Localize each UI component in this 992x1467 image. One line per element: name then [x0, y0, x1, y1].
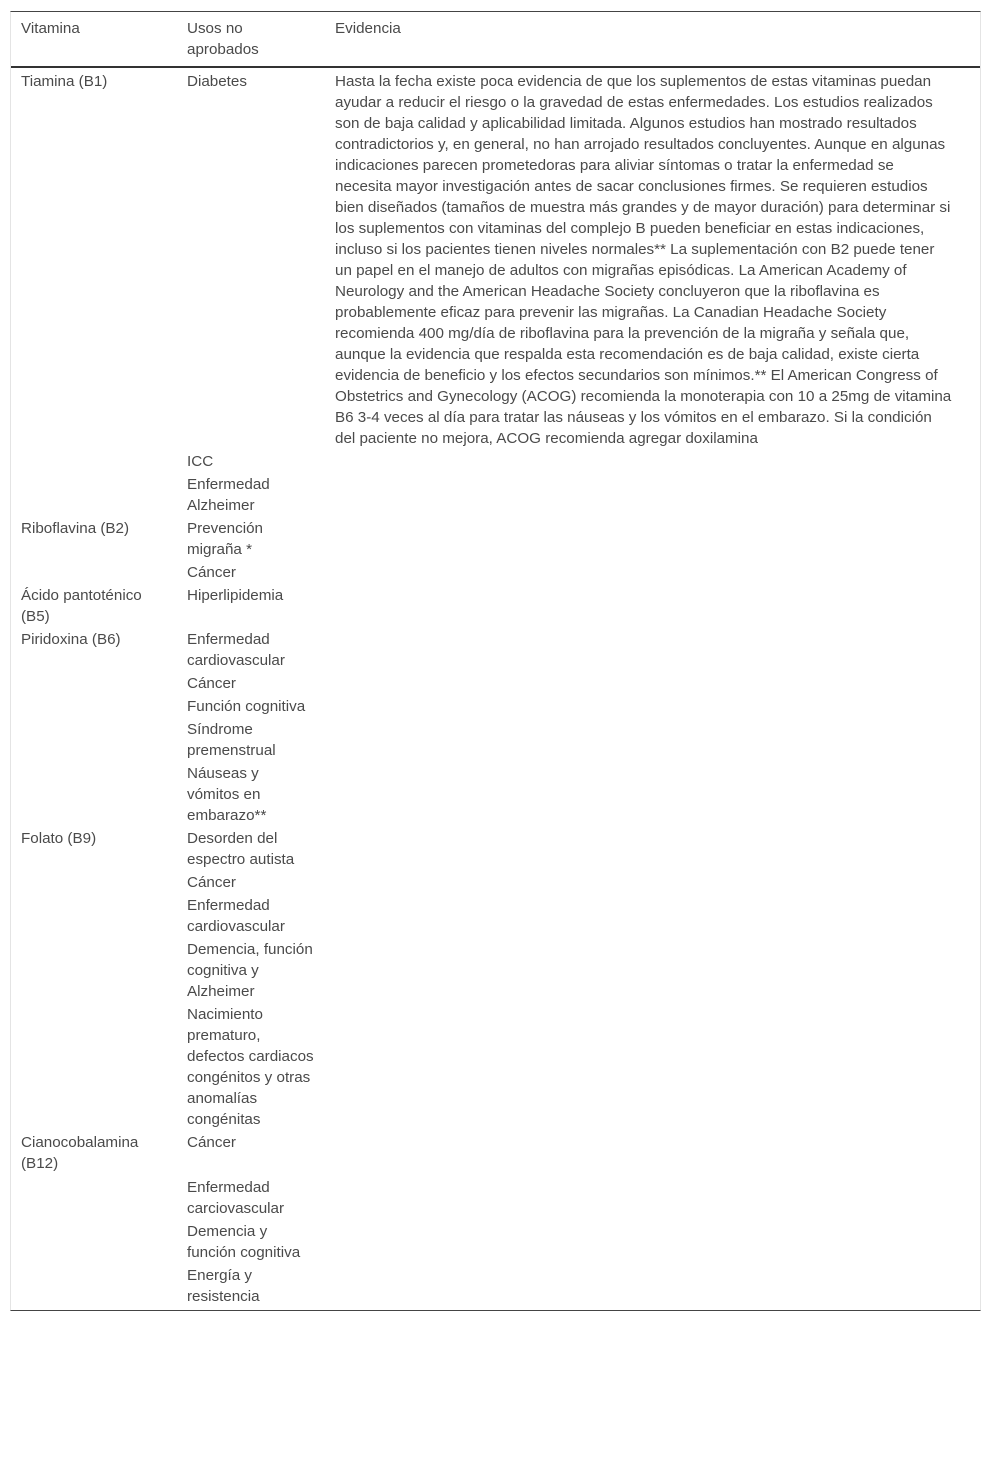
cell-vitamina	[11, 871, 177, 894]
cell-evidencia	[325, 695, 980, 718]
table-row	[11, 1220, 980, 1264]
cell-uso: Enfermedad cardiovascular	[187, 631, 285, 669]
cell-uso: Enfermedad cardiovascular	[187, 897, 285, 935]
cell-vitamina	[11, 473, 177, 517]
cell-vitamina	[11, 1264, 177, 1308]
cell-vitamina	[11, 938, 177, 1003]
cell-vitamina	[11, 762, 177, 827]
table-row	[11, 561, 980, 584]
cell-uso: Cáncer	[187, 564, 236, 581]
header-usos-no-aprobados: Usos no aprobados	[177, 12, 325, 67]
cell-evidencia	[325, 1264, 980, 1308]
table-row	[11, 695, 980, 718]
cell-vitamina: Riboflavina (B2)	[21, 520, 130, 537]
table-row	[11, 718, 980, 762]
cell-evidencia	[325, 1003, 980, 1131]
cell-uso: Desorden del espectro autista	[187, 830, 295, 868]
cell-uso: Prevención migraña *	[187, 520, 263, 558]
vitamins-table-container	[10, 11, 981, 1311]
table-body	[11, 67, 980, 1310]
table-row	[11, 1003, 980, 1131]
cell-evidencia: Hasta la fecha existe poca evidencia de que los suplementos de estas vitaminas puedan ayudar a reducir el riesgo o la gravedad de estas enfermedades. Los estudios realizados son de baja calidad y aplicabilidad limitada. Algunos estudios han mostrado resultados contradictorios y, en general, no han arrojado resultados concluyentes. Aunque en algunas indicaciones parecen prometedoras para aliviar síntomas o tratar la enfermedad se necesita mayor investigación antes de sacar conclusiones firmes. Se requieren estudios bien diseñados (tamaños de muestra más grandes y de mayor duración) para determinar si los suplementos con vitaminas del complejo B pueden beneficiar en estas indicaciones, incluso si los pacientes tienen niveles normales** La suplementación con B2 puede tener un papel en el manejo de adultos con migrañas episódicas. La American Academy of Neurology and the American Headache Society concluyeron que la riboflavina es probablemente eficaz para prevenir las migrañas. La Canadian Headache Society recomienda 400 mg/día de riboflavina para la prevención de la migraña y señala que, aunque la evidencia que respalda esta recomendación es de baja calidad, existe cierta evidencia de beneficio y los efectos secundarios son mínimos.** El American Congress of Obstetrics and Gynecology (ACOG) recomienda la monoterapia con 10 a 25mg de vitamina B6 3-4 veces al día para tratar las náuseas y los vómitos en el embarazo. Si la condición del paciente no mejora, ACOG recomienda agregar doxilamina	[335, 73, 952, 447]
cell-evidencia	[325, 1131, 980, 1176]
cell-uso: ICC	[187, 453, 214, 470]
cell-vitamina	[11, 718, 177, 762]
cell-vitamina: Tiamina (B1)	[21, 73, 108, 90]
cell-uso: Cáncer	[187, 675, 236, 692]
cell-evidencia	[325, 1176, 980, 1220]
cell-evidencia	[325, 473, 980, 517]
header-vitamina: Vitamina	[11, 12, 177, 67]
table-row	[11, 871, 980, 894]
vitamins-table	[11, 12, 980, 1310]
cell-vitamina	[11, 1003, 177, 1131]
cell-vitamina: Cianocobalamina (B12)	[21, 1134, 139, 1172]
cell-evidencia	[325, 938, 980, 1003]
cell-uso: Náuseas y vómitos en embarazo**	[187, 765, 267, 824]
table-row	[11, 628, 980, 672]
table-row	[11, 1264, 980, 1308]
table-row	[11, 894, 980, 938]
cell-evidencia	[325, 894, 980, 938]
cell-uso: Enfermedad Alzheimer	[187, 476, 270, 514]
cell-evidencia	[325, 517, 980, 561]
cell-vitamina: Folato (B9)	[21, 830, 97, 847]
cell-uso: Nacimiento prematuro, defectos cardiacos congénitos y otras anomalías congénitas	[187, 1006, 314, 1128]
cell-vitamina	[11, 695, 177, 718]
table-row	[11, 1131, 980, 1176]
cell-evidencia	[325, 1220, 980, 1264]
table-row	[11, 672, 980, 695]
table-row	[11, 827, 980, 871]
cell-vitamina	[11, 450, 177, 473]
cell-vitamina	[11, 894, 177, 938]
cell-vitamina	[11, 1176, 177, 1220]
header-evidencia: Evidencia	[325, 12, 980, 67]
cell-uso: Cáncer	[187, 874, 236, 891]
table-row	[11, 584, 980, 628]
cell-vitamina	[11, 672, 177, 695]
table-row	[11, 938, 980, 1003]
cell-vitamina	[11, 561, 177, 584]
table-row	[11, 1176, 980, 1220]
cell-evidencia	[325, 672, 980, 695]
cell-uso: Hiperlipidemia	[187, 587, 284, 604]
cell-vitamina: Piridoxina (B6)	[21, 631, 121, 648]
cell-evidencia	[325, 762, 980, 827]
cell-vitamina: Ácido pantoténico (B5)	[21, 587, 142, 625]
cell-evidencia	[325, 561, 980, 584]
table-row	[11, 70, 980, 450]
cell-evidencia	[325, 628, 980, 672]
cell-uso: Energía y resistencia	[187, 1267, 260, 1305]
cell-uso: Diabetes	[187, 73, 247, 90]
cell-evidencia	[325, 450, 980, 473]
cell-uso: Cáncer	[187, 1134, 236, 1151]
cell-evidencia	[325, 827, 980, 871]
table-header	[11, 12, 980, 67]
header-row	[11, 12, 980, 67]
table-row	[11, 450, 980, 473]
cell-uso: Síndrome premenstrual	[187, 721, 276, 759]
cell-evidencia	[325, 718, 980, 762]
table-row	[11, 517, 980, 561]
cell-uso: Enfermedad carciovascular	[187, 1179, 285, 1217]
cell-vitamina	[11, 1220, 177, 1264]
table-row	[11, 762, 980, 827]
cell-uso: Función cognitiva	[187, 698, 306, 715]
cell-evidencia	[325, 871, 980, 894]
cell-evidencia	[325, 584, 980, 628]
cell-uso: Demencia y función cognitiva	[187, 1223, 301, 1261]
cell-uso: Demencia, función cognitiva y Alzheimer	[187, 941, 313, 1000]
table-row	[11, 473, 980, 517]
